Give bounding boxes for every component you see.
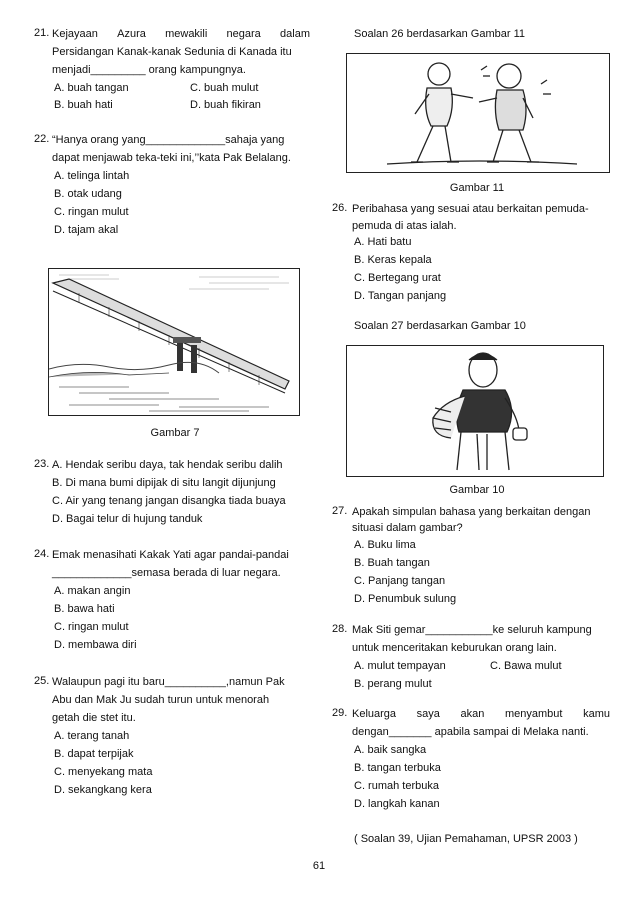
question-26-option-c: C. Bertegang urat <box>354 272 441 284</box>
question-24-line2: _____________semasa berada di luar negara. <box>52 567 281 579</box>
question-23-option-b: B. Di mana bumi dipijak di situ langit dijunjung <box>52 477 276 489</box>
word: Kejayaan <box>52 28 98 40</box>
question-27-option-a: A. Buku lima <box>354 539 416 551</box>
question-28-option-a: A. mulut tempayan <box>354 660 446 672</box>
soalan-26-intro: Soalan 26 berdasarkan Gambar 11 <box>354 28 526 40</box>
question-25-line2: Abu dan Mak Ju sudah turun untuk menorah <box>52 694 270 706</box>
figure-10-fist-image <box>346 345 604 477</box>
word: menyambut <box>504 708 563 720</box>
word: Azura <box>117 28 146 40</box>
question-26-number: 26. <box>332 202 348 214</box>
question-26-option-b: B. Keras kepala <box>354 254 432 266</box>
question-21-option-c: C. buah mulut <box>190 82 259 94</box>
question-25-option-d: D. sekangkang kera <box>54 784 152 796</box>
question-21-number: 21. <box>34 27 50 39</box>
figure-7-caption: Gambar 7 <box>150 427 200 439</box>
question-29-option-c: C. rumah terbuka <box>354 780 439 792</box>
question-28-option-b: B. perang mulut <box>354 678 432 690</box>
question-22-line2: dapat menjawab teka-teki ini,’’kata Pak Belalang. <box>52 152 291 164</box>
question-26-option-d: D. Tangan panjang <box>354 290 447 302</box>
question-22-option-d: D. tajam akal <box>54 224 119 236</box>
question-22-number: 22. <box>34 133 50 145</box>
question-26-line1: Peribahasa yang sesuai atau berkaitan pemuda- <box>352 203 589 215</box>
word: mewakili <box>165 28 208 40</box>
source-note: ( Soalan 39, Ujian Pemahaman, UPSR 2003 ) <box>354 833 578 845</box>
question-23-option-a: A. Hendak seribu daya, tak hendak seribu dalih <box>52 459 283 471</box>
question-29-option-b: B. tangan terbuka <box>354 762 441 774</box>
question-27-option-b: B. Buah tangan <box>354 557 430 569</box>
question-25-line1: Walaupun pagi itu baru__________,namun Pak <box>52 676 285 688</box>
question-27-line2: situasi dalam gambar? <box>352 522 463 534</box>
question-28-line2: untuk menceritakan keburukan orang lain. <box>352 642 557 654</box>
soalan-27-intro: Soalan 27 berdasarkan Gambar 10 <box>354 320 526 332</box>
word: negara <box>226 28 261 40</box>
question-27-option-d: D. Penumbuk sulung <box>354 593 457 605</box>
question-25-option-b: B. dapat terpijak <box>54 748 134 760</box>
word: akan <box>460 708 485 720</box>
question-28-option-c: C. Bawa mulut <box>490 660 562 672</box>
question-25-option-a: A. terang tanah <box>54 730 130 742</box>
question-22-option-a: A. telinga lintah <box>54 170 130 182</box>
question-22-option-b: B. otak udang <box>54 188 122 200</box>
question-29-line1 <box>352 707 610 721</box>
question-24-option-b: B. bawa hati <box>54 603 115 615</box>
question-25-option-c: C. menyekang mata <box>54 766 153 778</box>
question-23-option-c: C. Air yang tenang jangan disangka tiada buaya <box>52 495 286 507</box>
question-29-option-d: D. langkah kanan <box>354 798 440 810</box>
figure-7-bridge-image <box>48 268 300 416</box>
question-23-number: 23. <box>34 458 50 470</box>
question-25-number: 25. <box>34 675 50 687</box>
question-24-option-c: C. ringan mulut <box>54 621 129 633</box>
question-26-option-a: A. Hati batu <box>354 236 412 248</box>
question-27-option-c: C. Panjang tangan <box>354 575 446 587</box>
word: Keluarga <box>352 708 397 720</box>
question-27-number: 27. <box>332 505 348 517</box>
question-28-line1: Mak Siti gemar___________ke seluruh kampung <box>352 624 592 636</box>
question-22-line1: “Hanya orang yang_____________sahaja yang <box>52 134 285 146</box>
bridge-illustration <box>49 269 299 415</box>
arguing-men-illustration <box>347 54 609 172</box>
question-26-line2: pemuda di atas ialah. <box>352 220 457 232</box>
question-21-option-b: B. buah hati <box>54 99 113 111</box>
question-22-option-c: C. ringan mulut <box>54 206 129 218</box>
question-24-line1: Emak menasihati Kakak Yati agar pandai-pandai <box>52 549 289 561</box>
question-21-line3: menjadi_________ orang kampungnya. <box>52 64 246 76</box>
page-number: 61 <box>312 860 326 872</box>
word: saya <box>416 708 440 720</box>
question-23-option-d: D. Bagai telur di hujung tanduk <box>52 513 203 525</box>
question-21-line2: Persidangan Kanak-kanak Sedunia di Kanada itu <box>52 46 292 58</box>
question-21-line1 <box>52 27 310 41</box>
figure-11-caption: Gambar 11 <box>449 182 505 194</box>
question-28-number: 28. <box>332 623 348 635</box>
fist-man-illustration <box>347 346 603 476</box>
question-24-option-a: A. makan angin <box>54 585 131 597</box>
question-29-line2: dengan_______ apabila sampai di Melaka nanti. <box>352 726 589 738</box>
question-21-option-a: A. buah tangan <box>54 82 129 94</box>
word: kamu <box>583 708 610 720</box>
figure-10-caption: Gambar 10 <box>449 484 505 496</box>
figure-11-arguing-image <box>346 53 610 173</box>
question-29-number: 29. <box>332 707 348 719</box>
question-21-option-d: D. buah fikiran <box>190 99 261 111</box>
question-27-line1: Apakah simpulan bahasa yang berkaitan dengan <box>352 506 591 518</box>
question-29-option-a: A. baik sangka <box>354 744 427 756</box>
word: dalam <box>280 28 310 40</box>
question-24-number: 24. <box>34 548 50 560</box>
question-24-option-d: D. membawa diri <box>54 639 137 651</box>
question-25-line3: getah die stet itu. <box>52 712 136 724</box>
